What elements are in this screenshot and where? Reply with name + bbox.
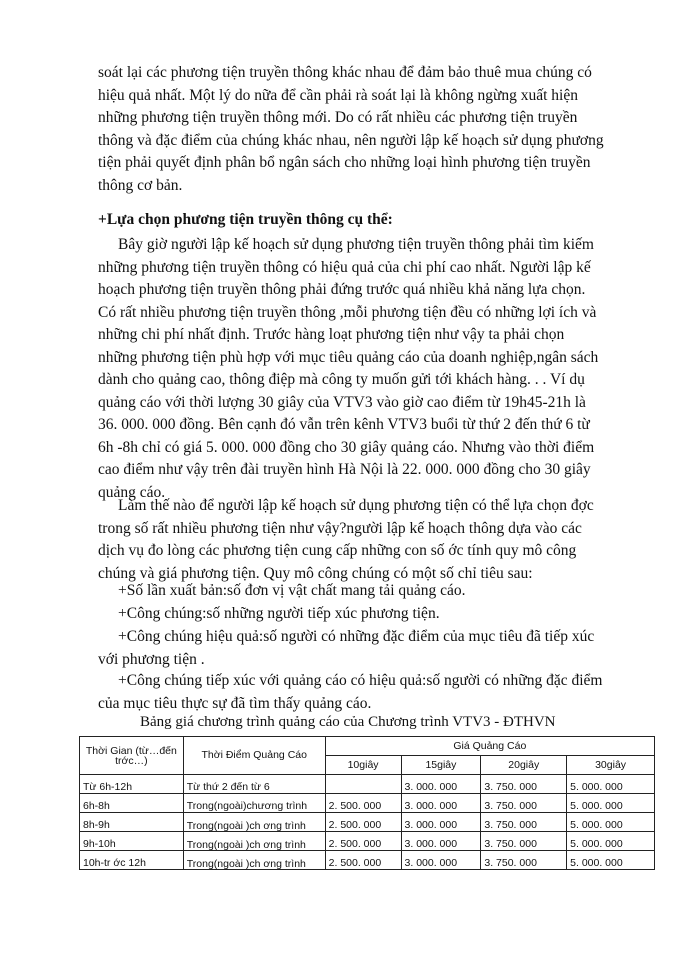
cell-time: 6h-8h	[80, 794, 184, 813]
header-duration: 20giây	[481, 756, 567, 775]
cell-price: 3. 000. 000	[401, 851, 481, 870]
cell-price: 3. 750. 000	[481, 775, 567, 794]
cell-price: 3. 000. 000	[401, 794, 481, 813]
cell-price: 5. 000. 000	[567, 775, 655, 794]
text-line: những phương tiện phù hợp với mục tiêu quảng cáo của doanh nghiệp,ngân sách	[98, 348, 599, 366]
cell-price: 3. 750. 000	[481, 851, 567, 870]
cell-price: 5. 000. 000	[567, 832, 655, 851]
bullet-item	[98, 580, 638, 603]
cell-moment: Trong(ngoài )ch ơng trình	[183, 813, 325, 832]
text-line: Làm thế nào để người lập kế hoạch sử dụng phương tiện có thể lựa chọn đợc	[118, 497, 594, 514]
table-caption: Bảng giá chương trình quảng cáo của Chương trình VTV3 - ĐTHVN	[140, 714, 556, 730]
cell-price: 5. 000. 000	[567, 813, 655, 832]
table-row	[80, 851, 655, 870]
bullet-item	[98, 626, 638, 671]
text-line: Có rất nhiều phương tiện truyền thông ,mỗi phương tiện đều có những lợi ích và	[98, 303, 597, 321]
text-line: hoạch phương tiện truyền thông phải đứng trước quá nhiều khả năng lựa chọn.	[98, 281, 586, 298]
cell-price: 2. 500. 000	[325, 813, 401, 832]
text-line: những phương tiện truyền thông mới. Do có rất nhiều các phương tiện truyền	[98, 109, 578, 126]
text-line: chúng và giá phương tiện. Quy mô công chúng có một số chỉ tiêu sau:	[98, 564, 533, 582]
text-line: cao điểm như vậy trên đài truyền hình Hà Nội là 22. 000. 000 đồng cho 30 giây	[98, 461, 591, 478]
text-line: thông cơ bản.	[98, 176, 183, 194]
header-duration: 15giây	[401, 756, 481, 775]
cell-price: 3. 000. 000	[401, 813, 481, 832]
cell-price	[325, 775, 401, 794]
header-moment: Thời Điểm Quảng Cáo	[183, 737, 325, 775]
table-row	[80, 832, 655, 851]
header-price: Giá Quảng Cáo	[325, 737, 654, 756]
header-duration: 10giây	[325, 756, 401, 775]
cell-price: 2. 500. 000	[325, 832, 401, 851]
text-line: soát lại các phương tiện truyền thông khác nhau để đảm bảo thuê mua chúng có	[98, 64, 592, 81]
cell-price: 2. 500. 000	[325, 851, 401, 870]
text-line: những chi phí nhất định. Trước hàng loạt phương tiện như vậy ta phải chọn	[98, 326, 565, 343]
text-line: quảng cáo với thời lượng 30 giây của VTV3 vào giờ cao điểm từ 19h45-21h là	[98, 393, 586, 411]
paragraph-media-review	[98, 62, 638, 197]
text-line: +Công chúng tiếp xúc với quảng cáo có hiệu quả:số người có những đặc điểm	[118, 672, 603, 689]
cell-moment: Trong(ngoài )ch ơng trình	[183, 832, 325, 851]
text-line: thông và đặc điểm của chúng khác nhau, nên người lập kế hoạch sử dụng phương	[98, 131, 604, 149]
text-line: +Công chúng:số những người tiếp xúc phương tiện.	[118, 605, 440, 622]
cell-moment: Trong(ngoài )ch ơng trình	[183, 851, 325, 870]
paragraph-audience-measure	[98, 495, 638, 585]
cell-time: 9h-10h	[80, 832, 184, 851]
cell-price: 3. 750. 000	[481, 794, 567, 813]
cell-price: 5. 000. 000	[567, 851, 655, 870]
cell-price: 3. 750. 000	[481, 813, 567, 832]
cell-price: 3. 750. 000	[481, 832, 567, 851]
table-row	[80, 794, 655, 813]
cell-moment: Từ thứ 2 đến từ 6	[183, 775, 325, 794]
cell-price: 3. 000. 000	[401, 775, 481, 794]
table-row	[80, 775, 655, 794]
cell-price: 3. 000. 000	[401, 832, 481, 851]
section-heading: +Lựa chọn phương tiện truyền thông cụ thể:	[98, 211, 393, 228]
bullet-item	[98, 603, 638, 626]
text-line: tiện phải quyết định phân bổ ngân sách cho những loại hình phương tiện truyền	[98, 154, 591, 171]
cell-price: 2. 500. 000	[325, 794, 401, 813]
text-line: những phương tiện truyền thông có hiệu quả của chi phí cao nhất. Người lập kế	[98, 258, 591, 276]
text-line: với phương tiện .	[98, 650, 205, 668]
bullet-item	[98, 670, 638, 715]
header-duration: 30giây	[567, 756, 655, 775]
text-line: quảng cáo.	[98, 483, 166, 501]
price-table	[79, 736, 655, 870]
text-line: 6h -8h chỉ có giá 5. 000. 000 đồng cho 30 giây quảng cáo. Nhưng vào thời điểm	[98, 438, 595, 456]
text-line: +Công chúng hiệu quả:số người có những đặc điểm của mục tiêu đã tiếp xúc	[118, 628, 595, 645]
cell-moment: Trong(ngoài)chương trình	[183, 794, 325, 813]
text-line: dịch vụ đo lòng các phương tiện cung cấp những con số ớc tính quy mô công	[98, 542, 577, 559]
cell-time: 10h-tr ớc 12h	[80, 851, 184, 870]
text-line: của mục tiêu thực sự đã tìm thấy quảng cáo.	[98, 694, 372, 712]
text-line: dành cho quảng cao, thông điệp mà công ty muốn gửi tới khách hàng. . . Ví dụ	[98, 371, 585, 388]
text-line: +Số lần xuất bản:số đơn vị vật chất mang tải quảng cáo.	[118, 582, 466, 599]
table-row	[80, 813, 655, 832]
cell-time: 8h-9h	[80, 813, 184, 832]
text-line: 36. 000. 000 đồng. Bên cạnh đó vẫn trên kênh VTV3 buổi từ thứ 2 đến thứ 6 từ	[98, 416, 590, 433]
text-line: trong số rất nhiều phương tiện như vậy?người lập kế hoạch thông dựa vào các	[98, 519, 582, 537]
text-line: hiệu quả nhất. Một lý do nữa để cần phải rà soát lại là không ngừng xuất hiện	[98, 86, 578, 104]
text-line: Bây giờ người lập kế hoạch sử dụng phương tiện truyền thông phải tìm kiếm	[118, 236, 594, 253]
cell-price: 5. 000. 000	[567, 794, 655, 813]
table-header-row	[80, 737, 655, 756]
paragraph-media-selection	[98, 234, 638, 504]
header-time: Thời Gian (từ…đến trớc…)	[80, 737, 184, 775]
cell-time: Từ 6h-12h	[80, 775, 184, 794]
